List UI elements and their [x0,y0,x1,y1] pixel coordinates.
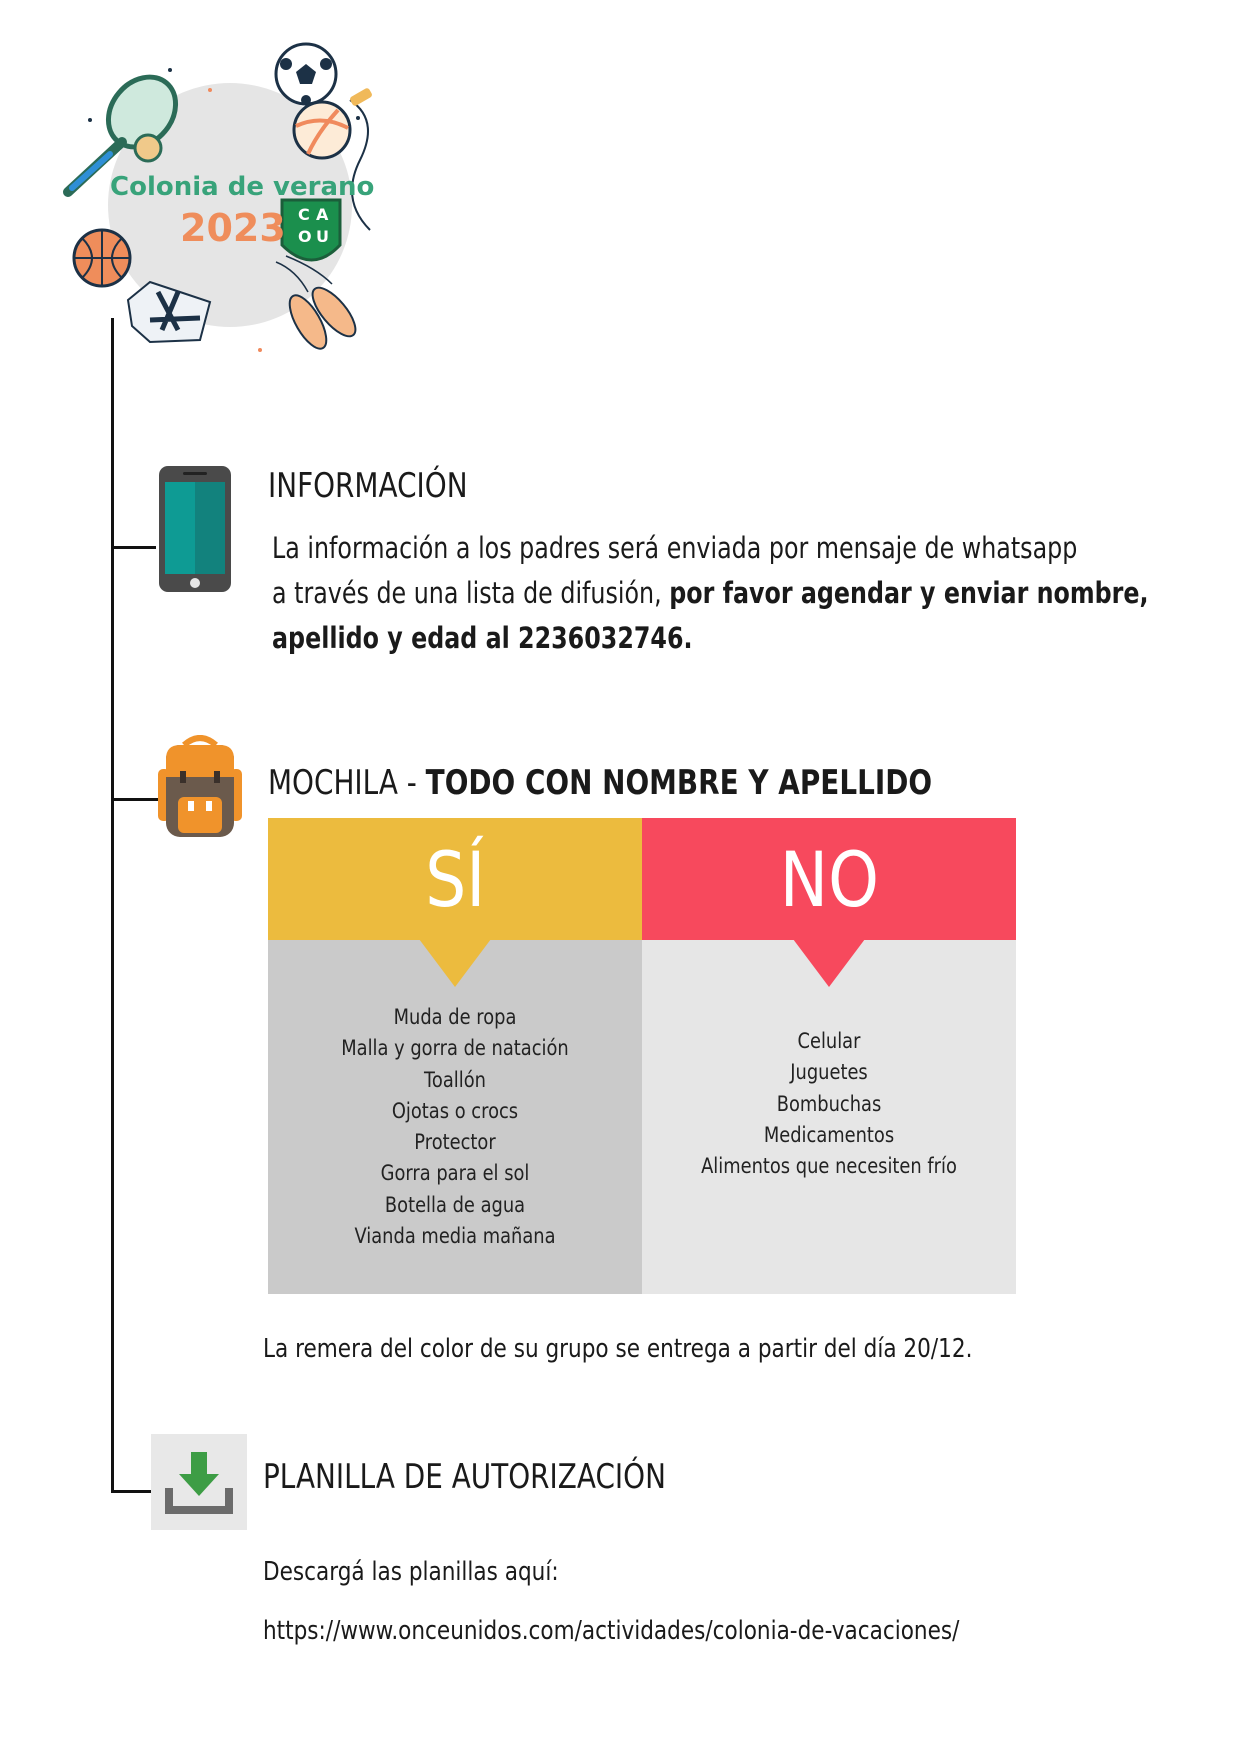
no-column [642,818,1016,1294]
no-items [642,1026,1016,1182]
info-line-1: La información a los padres será enviada por mensaje de whatsapp [272,531,1078,565]
no-arrow [793,939,865,987]
mochila-heading-bold: TODO CON NOMBRE Y APELLIDO [425,763,933,803]
smartphone-icon [159,466,231,596]
no-item: Celular [797,1029,861,1053]
yes-item: Gorra para el sol [380,1161,530,1186]
timeline-line [111,318,114,1492]
timeline-branch-info [111,546,156,549]
mochila-heading [268,763,932,803]
yes-item: Vianda media mañana [354,1224,556,1249]
yes-header [268,818,642,940]
basketball-icon [74,230,130,286]
info-line-3: apellido y edad al 2236032746. [272,621,693,655]
badge-letter-c: C [298,205,310,224]
info-line-2-regular: a través de una lista de difusión, [272,576,670,610]
yes-label: SÍ [424,834,486,924]
download-text: Descargá las planillas aquí: [263,1557,559,1587]
yes-item: Muda de ropa [393,1005,517,1029]
download-icon[interactable] [151,1434,247,1534]
logo-title: Colonia de verano [110,172,375,202]
info-line-2 [272,571,1149,616]
timeline-branch-planilla [111,1490,151,1493]
yes-no-table [268,818,1016,1294]
info-paragraph [272,526,1149,661]
no-label: NO [779,834,879,924]
badge-letter-u: U [316,227,329,246]
no-item: Medicamentos [763,1122,895,1147]
yes-item: Malla y gorra de natación [341,1036,569,1061]
mochila-heading-regular: MOCHILA - [268,763,426,803]
backpack-icon [158,735,242,843]
colonia-logo [50,30,410,390]
info-line-2-bold: por favor agendar y enviar nombre, [669,576,1149,610]
volleyball-icon [294,102,350,158]
yes-column [268,818,642,1294]
no-item: Alimentos que necesiten frío [701,1154,957,1179]
no-header [642,818,1016,940]
badge-letter-a: A [316,205,329,224]
yes-item: Ojotas o crocs [391,1098,519,1123]
no-item: Juguetes [790,1060,868,1085]
timeline-branch-mochila [111,798,159,801]
download-link[interactable]: https://www.onceunidos.com/actividades/colonia-de-vacaciones/ [263,1616,960,1646]
club-badge-icon [282,200,340,260]
logo-year: 2023 [180,206,286,250]
yes-item: Protector [414,1130,496,1155]
yes-item: Botella de agua [384,1192,526,1217]
planilla-heading: PLANILLA DE AUTORIZACIÓN [263,1457,666,1497]
soccer-ball-icon [276,44,336,105]
no-item: Bombuchas [776,1091,882,1116]
yes-items [268,1002,642,1252]
yes-arrow [419,939,491,987]
info-heading: INFORMACIÓN [268,466,468,506]
yes-item: Toallón [424,1067,486,1092]
remera-note: La remera del color de su grupo se entrega a partir del día 20/12. [263,1334,973,1364]
badge-letter-o: O [298,227,312,246]
